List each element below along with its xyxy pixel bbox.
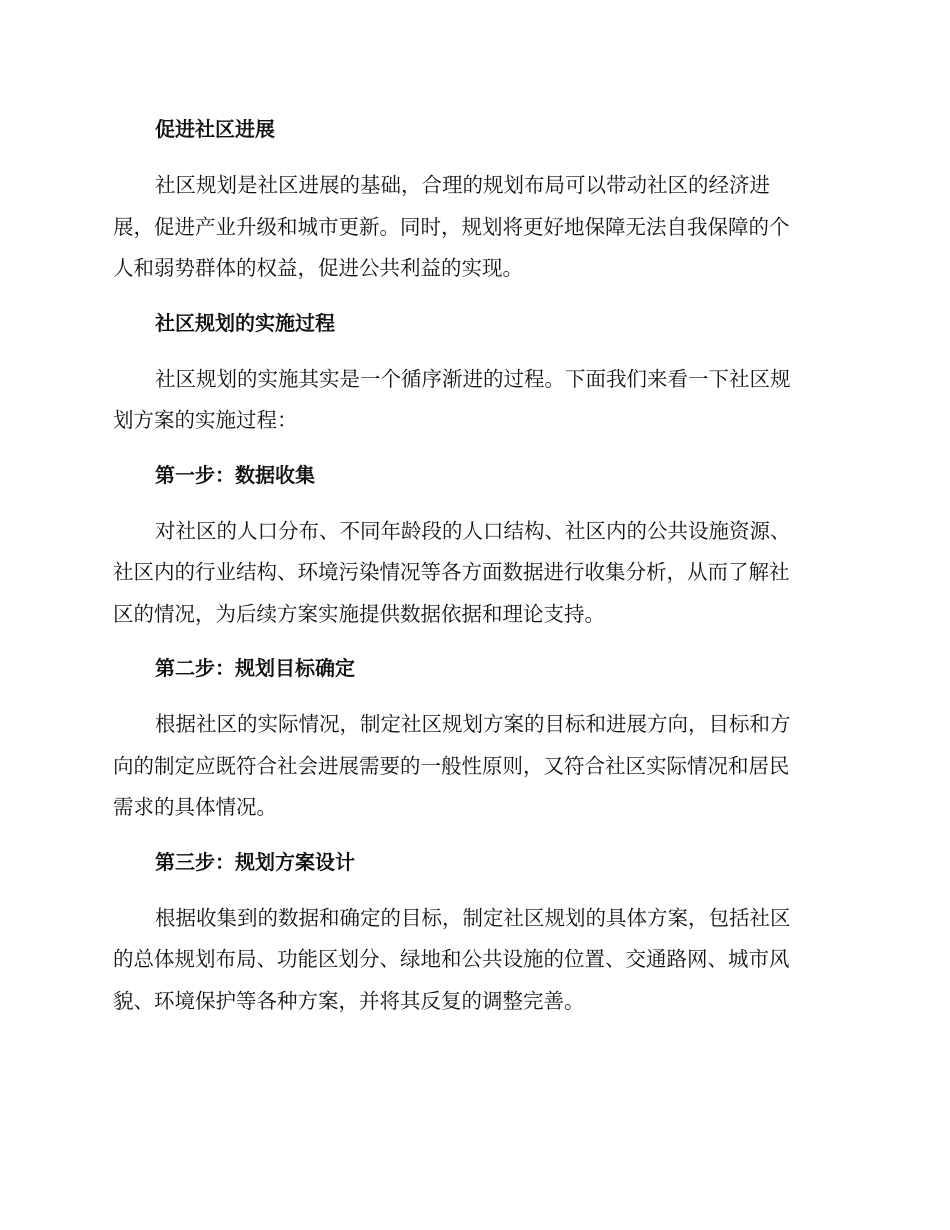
paragraph-line: 貌、环境保护等各种方案，并将其反复的调整完善。	[113, 988, 585, 1013]
paragraph-line: 向的制定应既符合社会进展需要的一般性原则，又符合社区实际情况和居民	[113, 753, 790, 778]
paragraph-line: 划方案的实施过程：	[113, 408, 298, 432]
paragraph-line: 展，促进产业升级和城市更新。同时，规划将更好地保障无法自我保障的个	[113, 214, 790, 239]
paragraph	[113, 511, 833, 636]
paragraph-line: 社区规划是社区进展的基础，合理的规划布局可以带动社区的经济进	[155, 173, 770, 197]
paragraph-line: 需求的具体情况。	[113, 795, 277, 819]
paragraph-line: 根据收集到的数据和确定的目标，制定社区规划的具体方案，包括社区	[155, 905, 791, 930]
paragraph-line: 对社区的人口分布、不同年龄段的人口结构、社区内的公共设施资源、	[155, 518, 791, 543]
paragraph	[113, 898, 833, 1023]
paragraph-line: 的总体规划布局、功能区划分、绿地和公共设施的位置、交通路网、城市风	[113, 947, 790, 971]
section-step-two	[113, 650, 833, 829]
section-promote-community	[113, 111, 833, 290]
section-heading: 促进社区进展	[155, 117, 275, 141]
paragraph	[113, 359, 833, 442]
section-heading: 第二步：规划目标确定	[155, 656, 355, 680]
paragraph-line: 社区规划的实施其实是一个循序渐进的过程。下面我们来看一下社区规	[155, 366, 791, 391]
paragraph-line: 区的情况，为后续方案实施提供数据依据和理论支持。	[113, 601, 605, 626]
paragraph-line: 根据社区的实际情况，制定社区规划方案的目标和进展方向，目标和方	[155, 712, 791, 736]
section-heading: 第三步：规划方案设计	[155, 849, 355, 874]
section-step-one	[113, 457, 833, 636]
document-body	[113, 111, 833, 1037]
section-step-three	[113, 844, 833, 1023]
paragraph	[113, 704, 833, 829]
paragraph-line: 社区内的行业结构、环境污染情况等各方面数据进行收集分析，从而了解社	[113, 560, 790, 584]
paragraph-line: 人和弱势群体的权益，促进公共利益的实现。	[113, 256, 523, 280]
section-implementation-process	[113, 305, 833, 442]
section-heading: 社区规划的实施过程	[155, 310, 335, 335]
section-heading: 第一步：数据收集	[155, 462, 315, 487]
paragraph	[113, 165, 833, 290]
